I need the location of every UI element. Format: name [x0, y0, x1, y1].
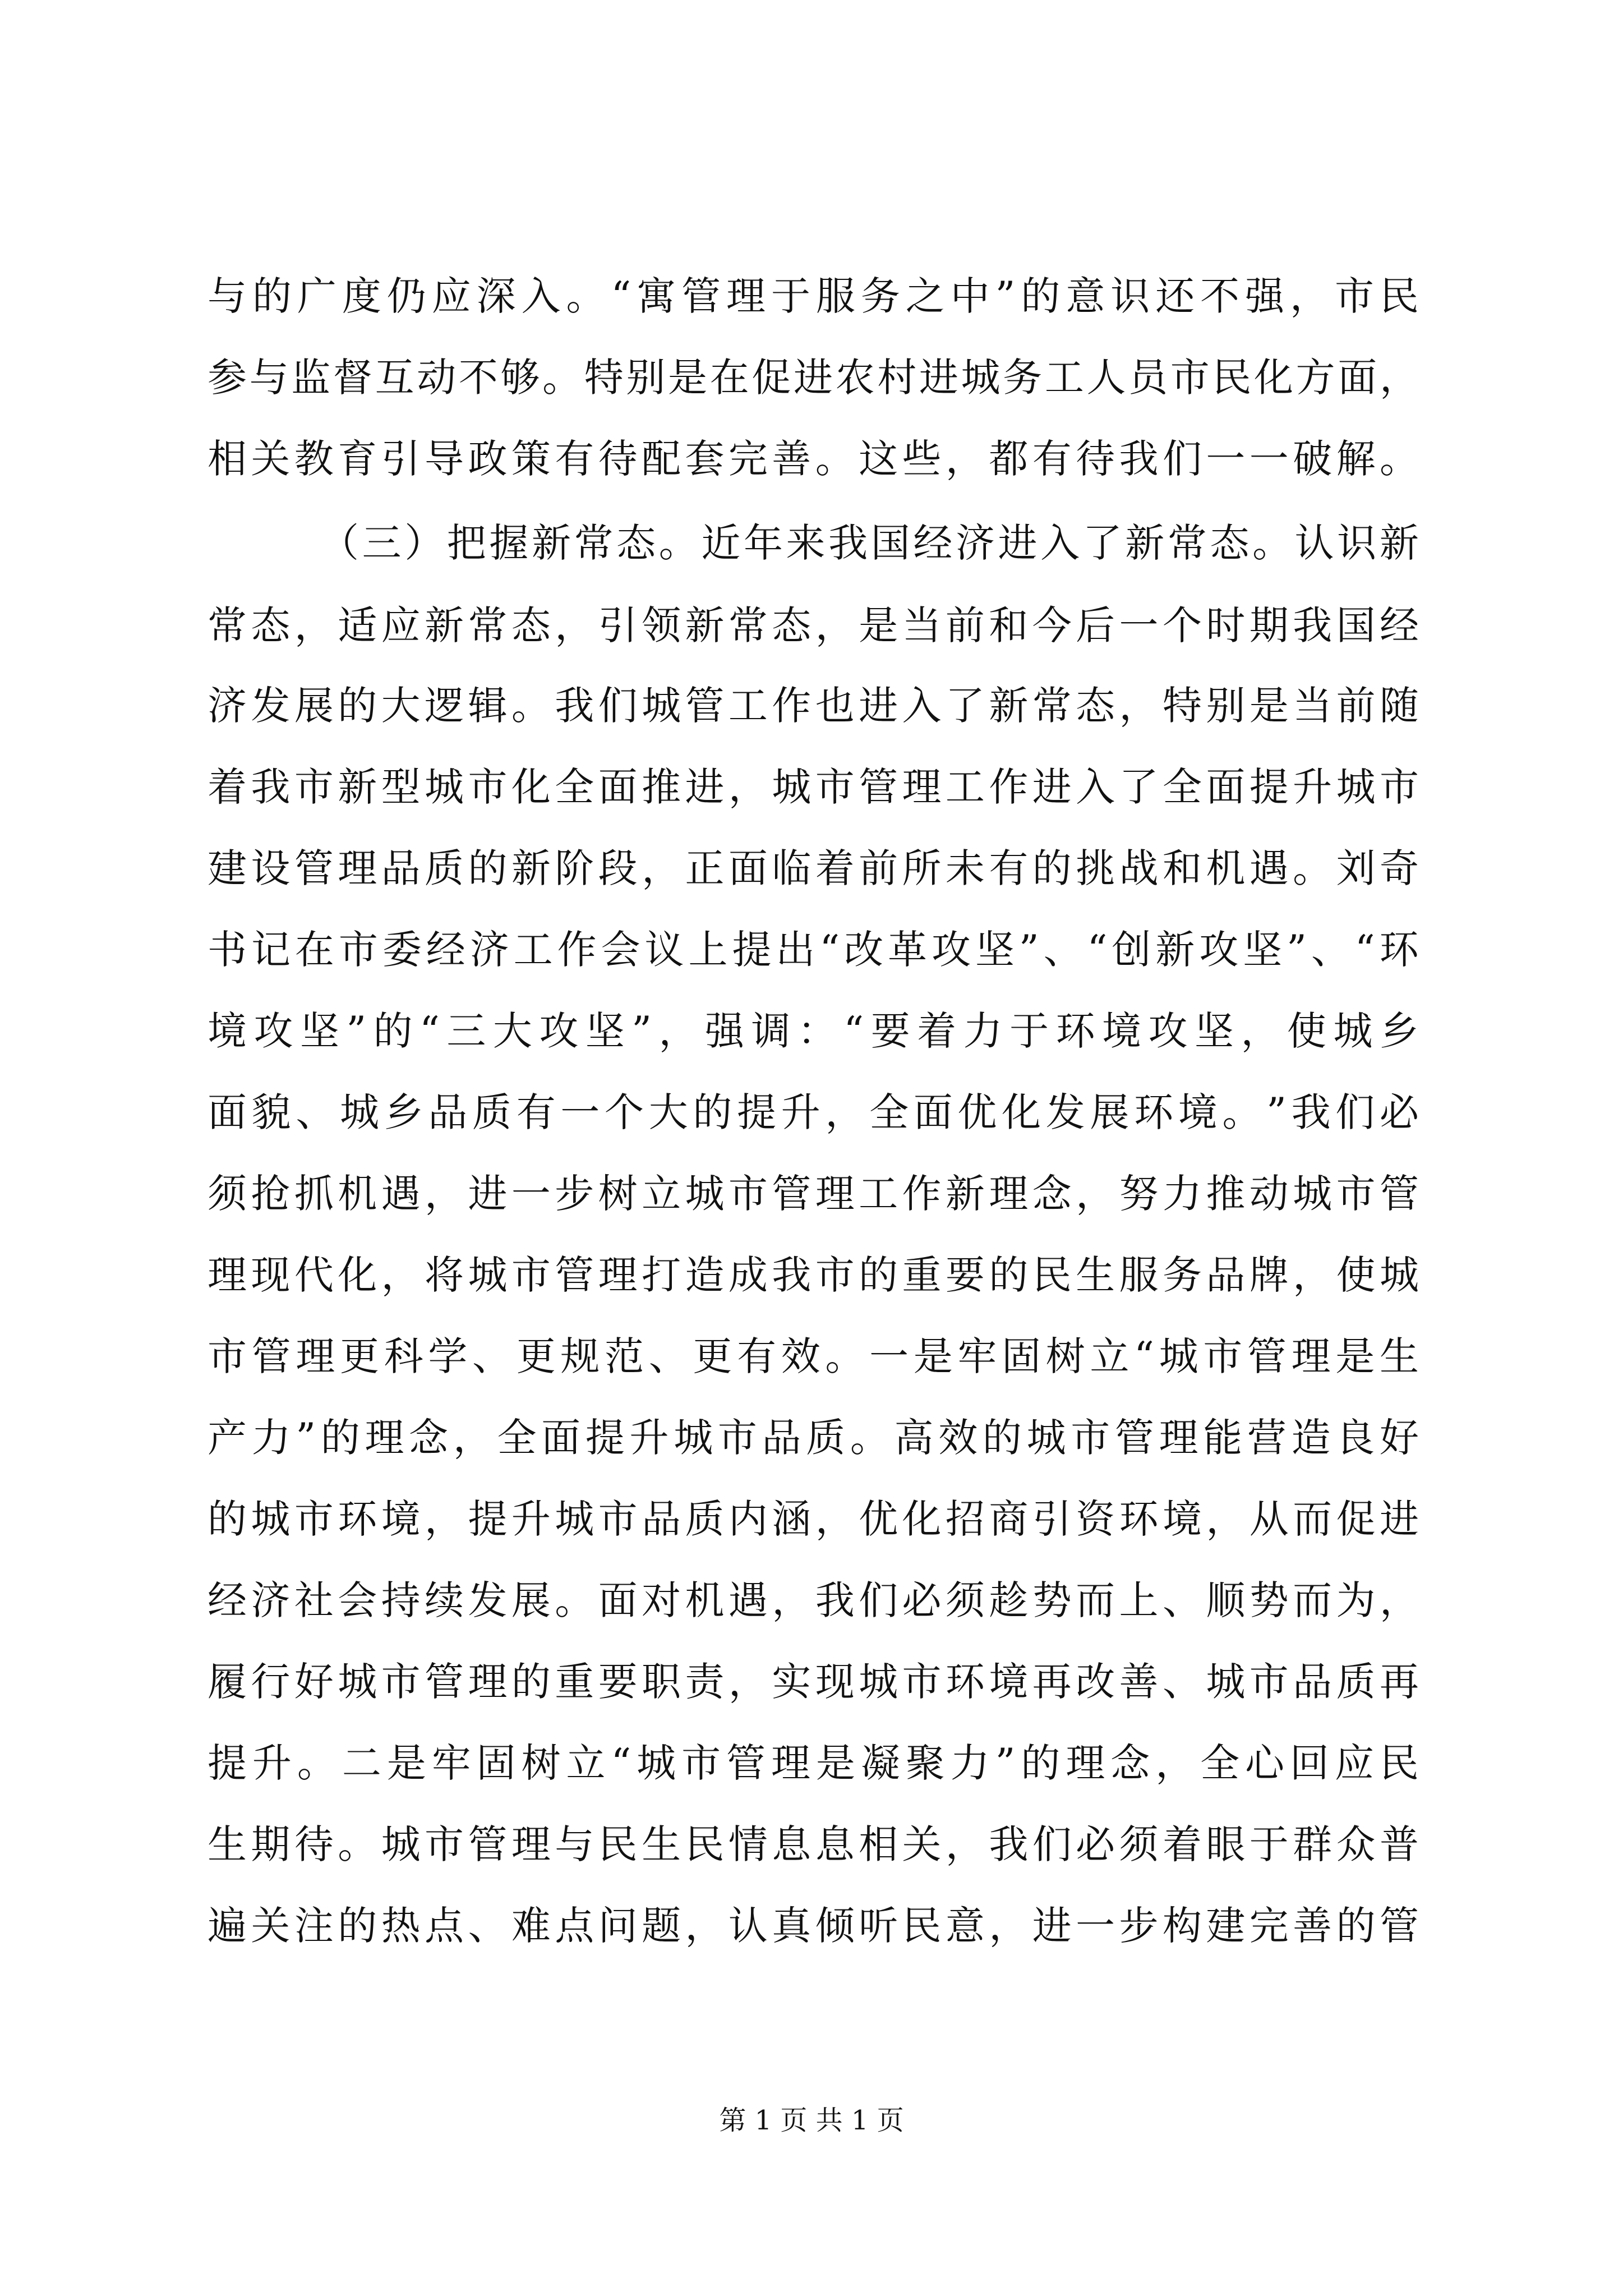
- text-line: 面 貌 、 城 乡 品 质 有 一 个 大 的 提 升 ， 全 面 优 化 发 展 环 境 。 ” 我 们 必: [208, 1089, 1419, 1135]
- text-line: 经 济 社 会 持 续 发 展 。 面 对 机 遇 ， 我 们 必 须 趁 势 而 上 、 顺 势 而 为 ，: [208, 1577, 1419, 1623]
- page-number-footer: 第 1 页 共 1 页: [719, 2105, 904, 2136]
- text-line: 生 期 待 。 城 市 管 理 与 民 生 民 情 息 息 相 关 ， 我 们 必 须 着 眼 于 群 众 普: [208, 1821, 1419, 1867]
- text-line: 参 与 监 督 互 动 不 够 。 特 别 是 在 促 进 农 村 进 城 务 工 人 员 市 民 化 方 面 ，: [208, 355, 1419, 401]
- text-line: 相 关 教 育 引 导 政 策 有 待 配 套 完 善 。 这 些 ， 都 有 待 我 们 一 一 破 解 。: [208, 436, 1419, 482]
- text-line: 常 态 ， 适 应 新 常 态 ， 引 领 新 常 态 ， 是 当 前 和 今 后 一 个 时 期 我 国 经: [208, 602, 1419, 648]
- text-line: 理 现 代 化 ， 将 城 市 管 理 打 造 成 我 市 的 重 要 的 民 生 服 务 品 牌 ， 使 城: [208, 1252, 1419, 1298]
- text-line: 须 抢 抓 机 遇 ， 进 一 步 树 立 城 市 管 理 工 作 新 理 念 ， 努 力 推 动 城 市 管: [208, 1171, 1419, 1217]
- text-line: 书 记 在 市 委 经 济 工 作 会 议 上 提 出 “ 改 革 攻 坚 ” 、 “ 创 新 攻 坚 ” 、 “ 环: [208, 927, 1419, 973]
- text-line: 建 设 管 理 品 质 的 新 阶 段 ， 正 面 临 着 前 所 未 有 的 挑 战 和 机 遇 。 刘 奇: [208, 845, 1419, 891]
- text-line: 着 我 市 新 型 城 市 化 全 面 推 进 ， 城 市 管 理 工 作 进 入 了 全 面 提 升 城 市: [208, 764, 1419, 810]
- section-heading-line: （ 三 ） 把 握 新 常 态 。 近 年 来 我 国 经 济 进 入 了 新 常 态 。 认 识 新: [320, 520, 1419, 566]
- text-line: 济 发 展 的 大 逻 辑 。 我 们 城 管 工 作 也 进 入 了 新 常 态 ， 特 别 是 当 前 随: [208, 683, 1419, 729]
- text-line: 市 管 理 更 科 学 、 更 规 范 、 更 有 效 。 一 是 牢 固 树 立 “ 城 市 管 理 是 生: [208, 1333, 1419, 1379]
- text-line: 的 城 市 环 境 ， 提 升 城 市 品 质 内 涵 ， 优 化 招 商 引 资 环 境 ， 从 而 促 进: [208, 1496, 1419, 1542]
- text-line: 遍 关 注 的 热 点 、 难 点 问 题 ， 认 真 倾 听 民 意 ， 进 一 步 构 建 完 善 的 管: [208, 1903, 1419, 1949]
- text-line: 产 力 ” 的 理 念 ， 全 面 提 升 城 市 品 质 。 高 效 的 城 市 管 理 能 营 造 良 好: [208, 1415, 1419, 1461]
- text-line: 与 的 广 度 仍 应 深 入 。 “ 寓 管 理 于 服 务 之 中 ” 的 意 识 还 不 强 ， 市 民: [208, 273, 1419, 319]
- text-line: 履 行 好 城 市 管 理 的 重 要 职 责 ， 实 现 城 市 环 境 再 改 善 、 城 市 品 质 再: [208, 1659, 1419, 1705]
- text-line: 提 升 。 二 是 牢 固 树 立 “ 城 市 管 理 是 凝 聚 力 ” 的 理 念 ， 全 心 回 应 民: [208, 1740, 1419, 1786]
- text-line: 境 攻 坚 ” 的 “ 三 大 攻 坚 ” ， 强 调 ： “ 要 着 力 于 环 境 攻 坚 ， 使 城 乡: [208, 1008, 1419, 1054]
